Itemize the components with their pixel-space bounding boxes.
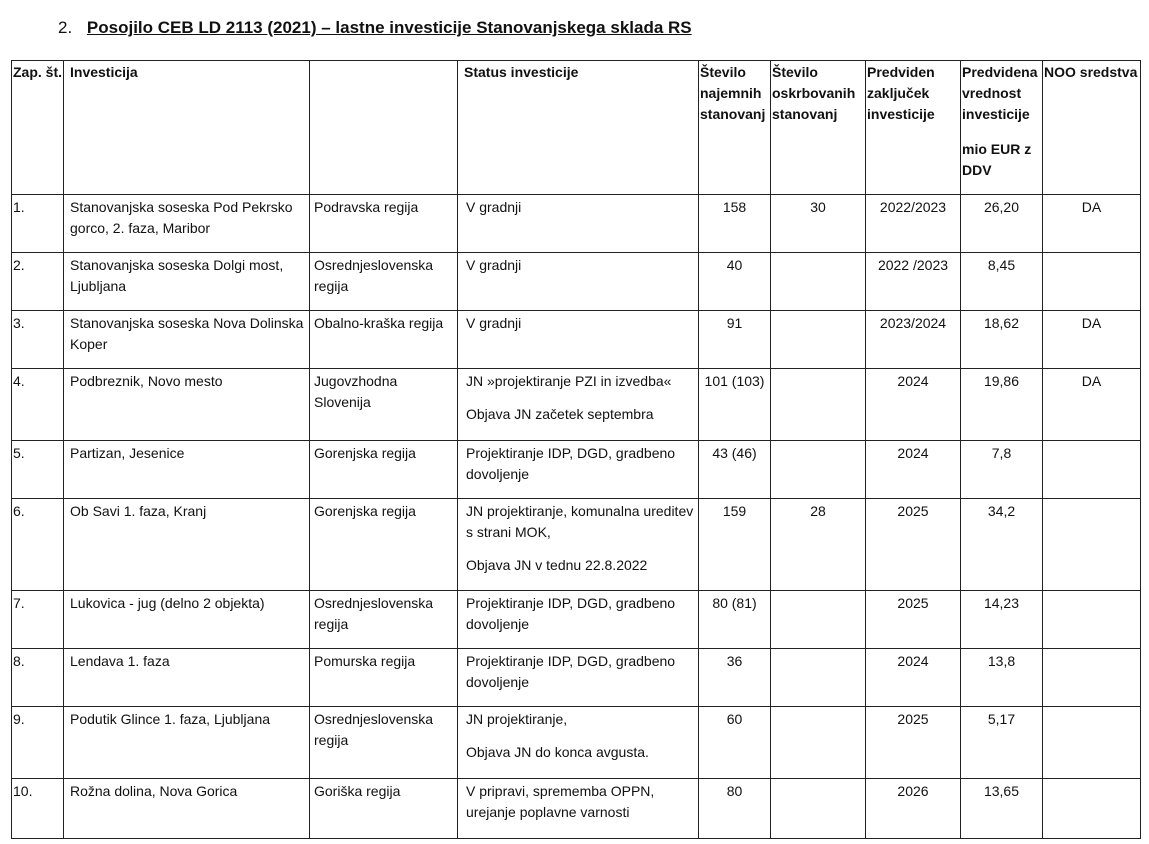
- table-row: [12, 707, 1141, 779]
- header-vrednost-label: Predvidena vrednost investicije: [962, 64, 1038, 122]
- cell-noo: DA: [1043, 195, 1141, 253]
- cell-noo: DA: [1043, 311, 1141, 369]
- status-line: V gradnji: [466, 315, 522, 331]
- cell-status: [458, 591, 699, 649]
- cell-investicija: Lukovica - jug (delno 2 objekta): [64, 591, 310, 649]
- cell-oskrbovana: 28: [771, 499, 866, 591]
- cell-najemna: 91: [699, 311, 771, 369]
- cell-region: Jugovzhodna Slovenija: [310, 369, 458, 441]
- status-line: Projektiranje IDP, DGD, gradbeno dovoljenje: [466, 653, 676, 690]
- cell-investicija: Rožna dolina, Nova Gorica: [64, 779, 310, 839]
- status-line: V gradnji: [466, 199, 522, 215]
- cell-vrednost: 19,86: [961, 369, 1043, 441]
- cell-status: [458, 649, 699, 707]
- cell-oskrbovana: [771, 779, 866, 839]
- cell-zap: 4.: [12, 369, 64, 441]
- cell-najemna: 101 (103): [699, 369, 771, 441]
- cell-zap: 2.: [12, 253, 64, 311]
- header-zap: Zap. št.: [12, 61, 64, 195]
- cell-zakljucek: 2022/2023: [866, 195, 961, 253]
- cell-zakljucek: 2026: [866, 779, 961, 839]
- header-status: Status investicije: [458, 61, 699, 195]
- header-investicija: Investicija: [64, 61, 310, 195]
- status-line: JN projektiranje, komunalna ureditev s strani MOK,: [466, 503, 694, 540]
- cell-najemna: 159: [699, 499, 771, 591]
- cell-oskrbovana: [771, 253, 866, 311]
- cell-noo: [1043, 779, 1141, 839]
- section-number: 2.: [58, 18, 73, 37]
- cell-vrednost: 8,45: [961, 253, 1043, 311]
- table-row: [12, 779, 1141, 839]
- status-line: Objava JN do konca avgusta.: [466, 744, 649, 760]
- table-header-row: [12, 61, 1141, 195]
- cell-zap: 9.: [12, 707, 64, 779]
- header-region: [310, 61, 458, 195]
- cell-status: [458, 499, 699, 591]
- header-zakljucek: Predviden zaključek investicije: [866, 61, 961, 195]
- cell-region: Pomurska regija: [310, 649, 458, 707]
- cell-status: [458, 195, 699, 253]
- status-line: Objava JN v tednu 22.8.2022: [466, 557, 648, 573]
- cell-region: Podravska regija: [310, 195, 458, 253]
- cell-zakljucek: 2025: [866, 499, 961, 591]
- status-line: JN »projektiranje PZI in izvedba«: [466, 373, 672, 389]
- cell-zap: 5.: [12, 441, 64, 499]
- table-row: [12, 311, 1141, 369]
- cell-region: Osrednjeslovenska regija: [310, 253, 458, 311]
- cell-investicija: Stanovanjska soseska Pod Pekrsko gorco, 2. faza, Maribor: [64, 195, 310, 253]
- cell-vrednost: 5,17: [961, 707, 1043, 779]
- cell-najemna: 60: [699, 707, 771, 779]
- cell-zakljucek: 2024: [866, 441, 961, 499]
- cell-noo: DA: [1043, 369, 1141, 441]
- cell-vrednost: 18,62: [961, 311, 1043, 369]
- cell-oskrbovana: 30: [771, 195, 866, 253]
- cell-najemna: 43 (46): [699, 441, 771, 499]
- cell-region: Gorenjska regija: [310, 441, 458, 499]
- cell-zakljucek: 2023/2024: [866, 311, 961, 369]
- cell-najemna: 80 (81): [699, 591, 771, 649]
- cell-investicija: Partizan, Jesenice: [64, 441, 310, 499]
- cell-noo: [1043, 707, 1141, 779]
- cell-zap: 8.: [12, 649, 64, 707]
- cell-vrednost: 7,8: [961, 441, 1043, 499]
- status-line: Projektiranje IDP, DGD, gradbeno dovoljenje: [466, 595, 676, 632]
- cell-status: [458, 369, 699, 441]
- header-vrednost-unit: mio EUR z DDV: [962, 141, 1032, 178]
- cell-investicija: Podutik Glince 1. faza, Ljubljana: [64, 707, 310, 779]
- cell-noo: [1043, 591, 1141, 649]
- cell-status: [458, 707, 699, 779]
- cell-zap: 6.: [12, 499, 64, 591]
- table-row: [12, 441, 1141, 499]
- table-row: [12, 591, 1141, 649]
- section-title: Posojilo CEB LD 2113 (2021) – lastne investicije Stanovanjskega sklada RS: [86, 18, 692, 37]
- cell-noo: [1043, 253, 1141, 311]
- cell-zakljucek: 2022 /2023: [866, 253, 961, 311]
- cell-zap: 7.: [12, 591, 64, 649]
- cell-oskrbovana: [771, 591, 866, 649]
- cell-region: Osrednjeslovenska regija: [310, 707, 458, 779]
- cell-zakljucek: 2025: [866, 591, 961, 649]
- cell-najemna: 36: [699, 649, 771, 707]
- cell-status: [458, 253, 699, 311]
- cell-vrednost: 26,20: [961, 195, 1043, 253]
- cell-noo: [1043, 499, 1141, 591]
- investments-table: [11, 60, 1141, 839]
- status-line: Projektiranje IDP, DGD, gradbeno dovoljenje: [466, 445, 676, 482]
- cell-investicija: Ob Savi 1. faza, Kranj: [64, 499, 310, 591]
- cell-status: [458, 779, 699, 839]
- cell-najemna: 80: [699, 779, 771, 839]
- cell-oskrbovana: [771, 707, 866, 779]
- cell-oskrbovana: [771, 369, 866, 441]
- cell-vrednost: 14,23: [961, 591, 1043, 649]
- cell-zap: 10.: [12, 779, 64, 839]
- cell-region: Osrednjeslovenska regija: [310, 591, 458, 649]
- cell-zakljucek: 2024: [866, 369, 961, 441]
- status-line: V gradnji: [466, 257, 522, 273]
- table-row: [12, 369, 1141, 441]
- cell-status: [458, 311, 699, 369]
- cell-oskrbovana: [771, 311, 866, 369]
- cell-oskrbovana: [771, 649, 866, 707]
- status-line: V pripravi, sprememba OPPN, urejanje poplavne varnosti: [466, 783, 655, 820]
- cell-najemna: 40: [699, 253, 771, 311]
- cell-investicija: Stanovanjska soseska Dolgi most, Ljubljana: [64, 253, 310, 311]
- table-row: [12, 195, 1141, 253]
- cell-zap: 1.: [12, 195, 64, 253]
- cell-najemna: 158: [699, 195, 771, 253]
- cell-oskrbovana: [771, 441, 866, 499]
- status-line: JN projektiranje,: [466, 711, 568, 727]
- header-najemna: Število najemnih stanovanj: [699, 61, 771, 195]
- cell-noo: [1043, 441, 1141, 499]
- cell-investicija: Podbreznik, Novo mesto: [64, 369, 310, 441]
- cell-noo: [1043, 649, 1141, 707]
- cell-status: [458, 441, 699, 499]
- cell-zap: 3.: [12, 311, 64, 369]
- cell-zakljucek: 2024: [866, 649, 961, 707]
- header-vrednost: [961, 61, 1043, 195]
- cell-investicija: Lendava 1. faza: [64, 649, 310, 707]
- status-line: Objava JN začetek septembra: [466, 406, 654, 422]
- table-row: [12, 253, 1141, 311]
- table-row: [12, 499, 1141, 591]
- cell-vrednost: 13,8: [961, 649, 1043, 707]
- cell-vrednost: 34,2: [961, 499, 1043, 591]
- cell-zakljucek: 2025: [866, 707, 961, 779]
- cell-region: Gorenjska regija: [310, 499, 458, 591]
- cell-investicija: Stanovanjska soseska Nova Dolinska Koper: [64, 311, 310, 369]
- header-noo: NOO sredstva: [1043, 61, 1141, 195]
- table-row: [12, 649, 1141, 707]
- header-oskrbovana: Število oskrbovanih stanovanj: [771, 61, 866, 195]
- cell-region: Obalno-kraška regija: [310, 311, 458, 369]
- section-heading: [58, 18, 692, 38]
- cell-vrednost: 13,65: [961, 779, 1043, 839]
- cell-region: Goriška regija: [310, 779, 458, 839]
